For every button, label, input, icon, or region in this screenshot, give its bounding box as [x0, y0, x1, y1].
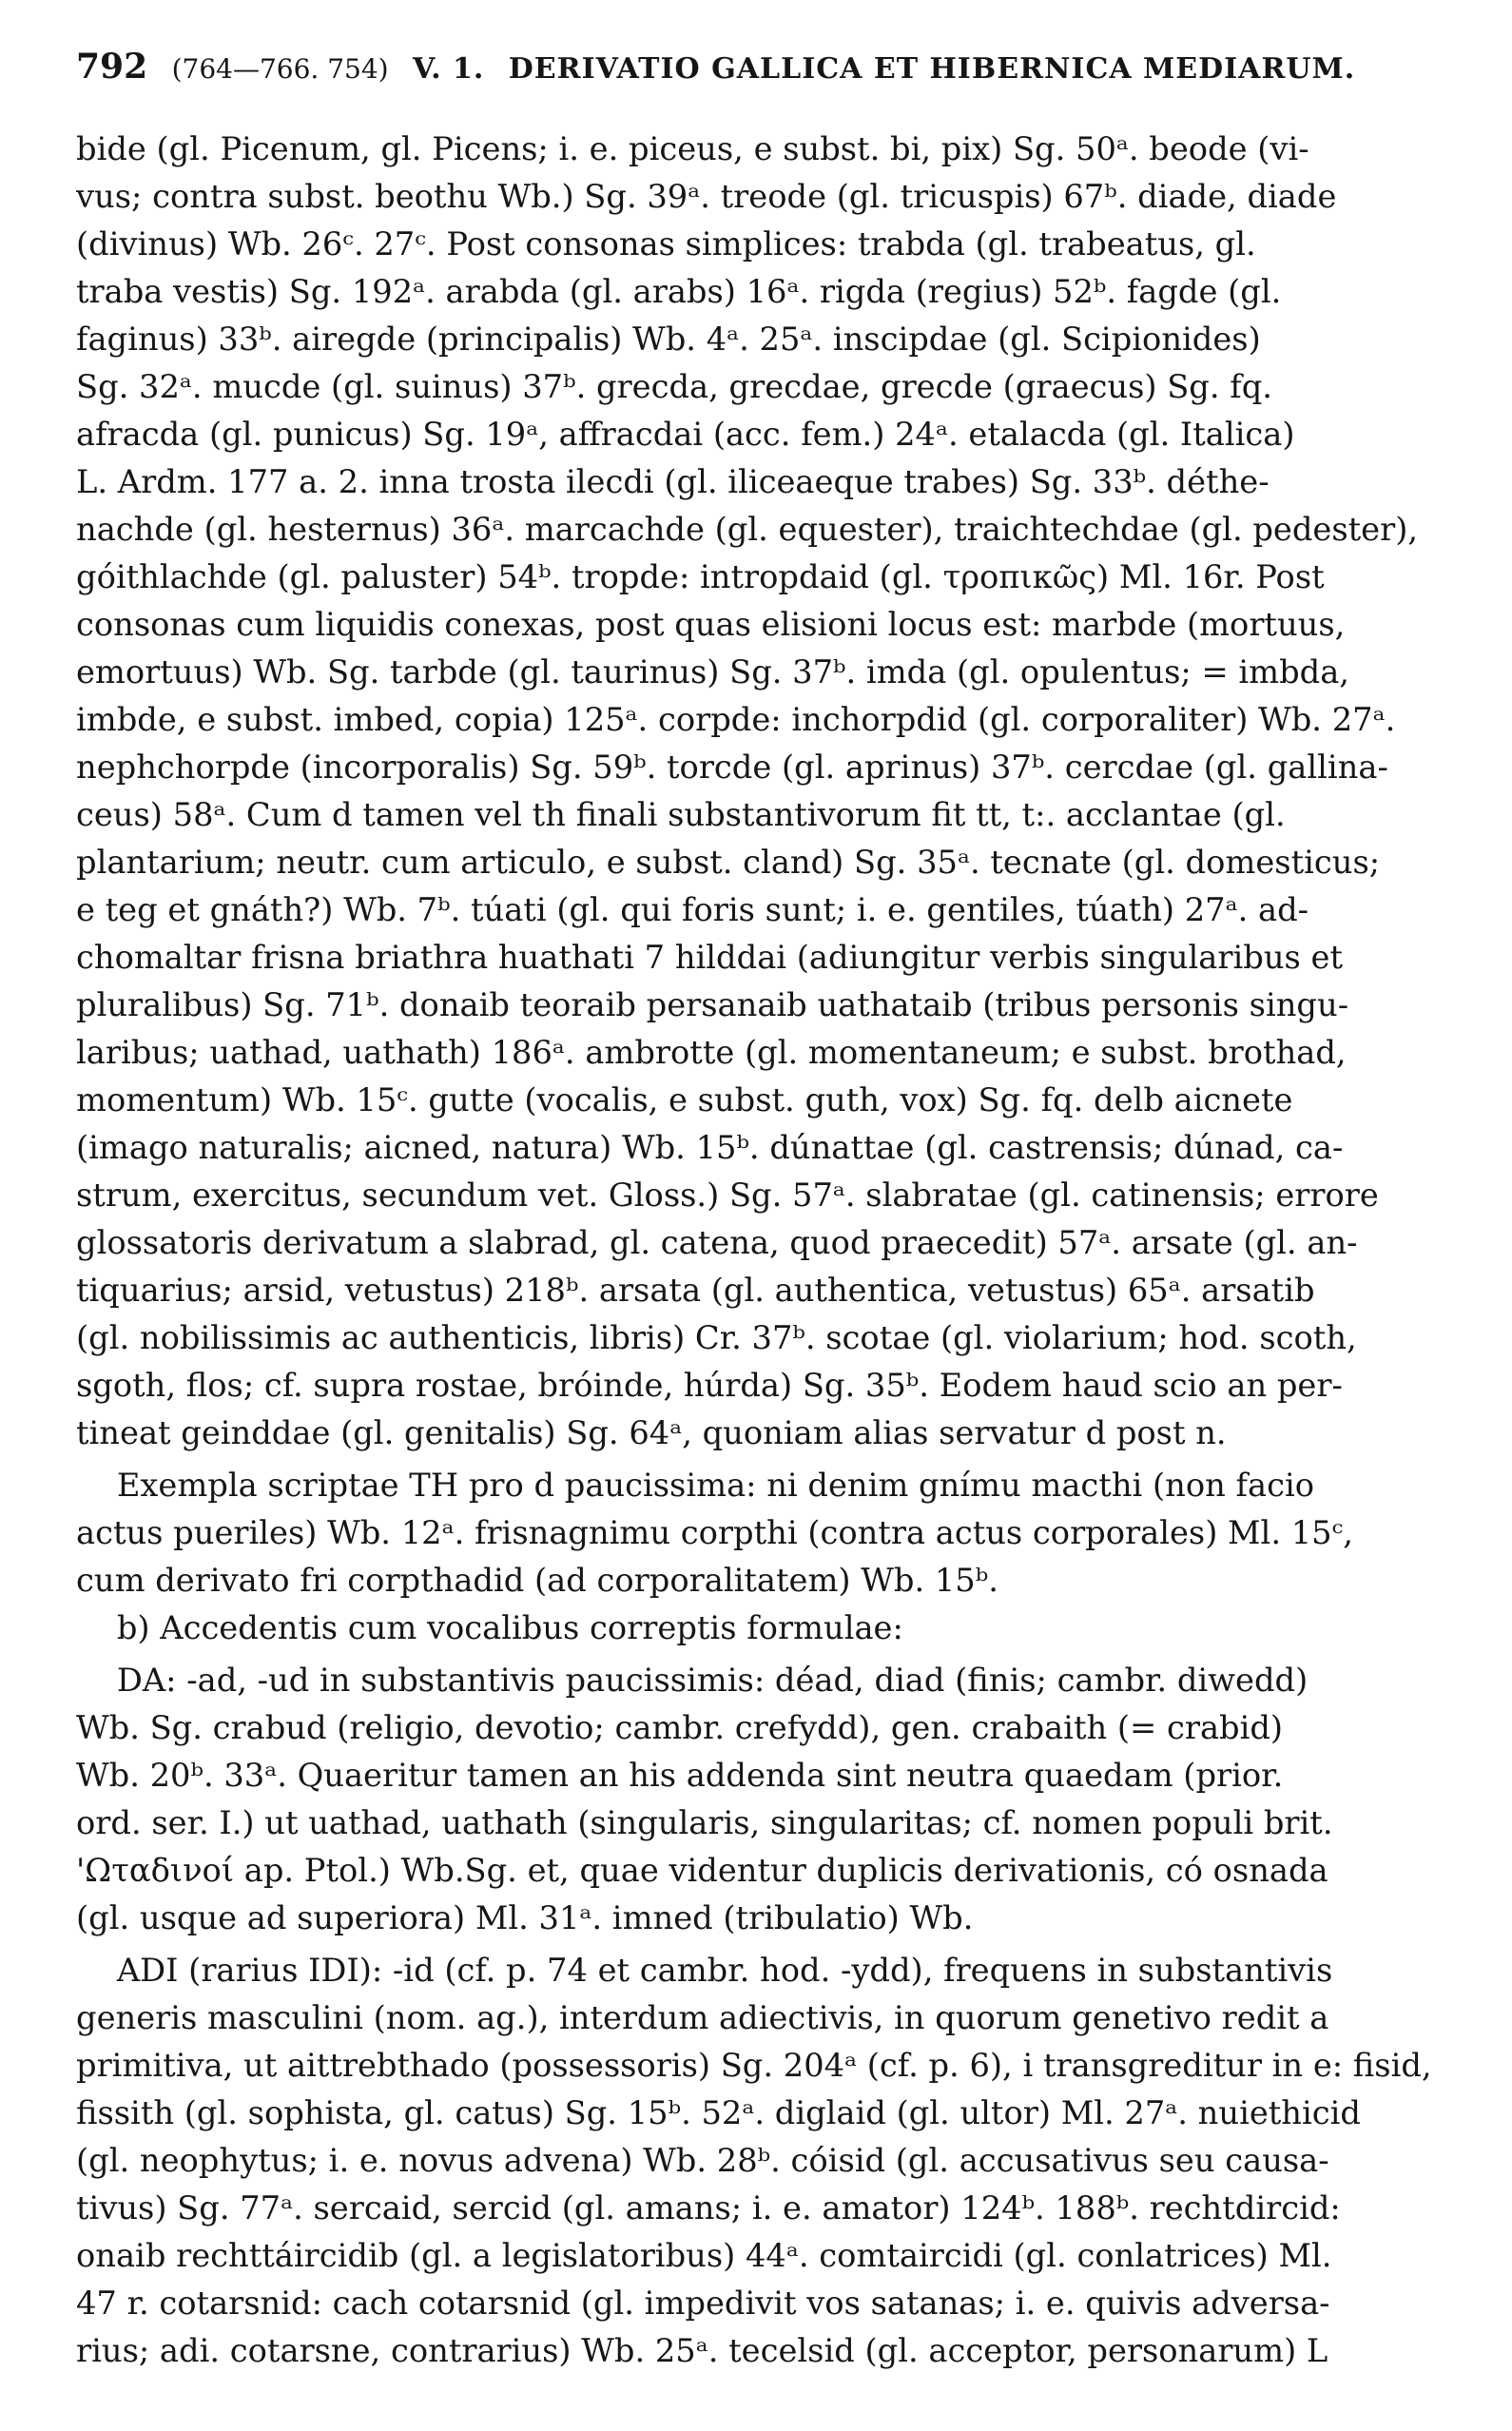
- text-line: Wb. 20ᵇ. 33ᵃ. Quaeritur tamen an his addenda sint neutra quaedam (prior.: [76, 1757, 1284, 1794]
- text-line: fissith (gl. sophista, gl. catus) Sg. 15ᵇ. 52ᵃ. diglaid (gl. ultor) Ml. 27ᵃ. nuiethicid: [76, 2094, 1361, 2131]
- text-line: pluralibus) Sg. 71ᵇ. donaib teoraib persanaib uathataib (tribus personis singu-: [76, 986, 1349, 1023]
- text-line: laribus; uathad, uathath) 186ᵃ. ambrotte (gl. momentaneum; e subst. brothad,: [76, 1034, 1347, 1071]
- text-line: ceus) 58ᵃ. Cum d tamen vel th finali substantivorum fit tt, t:. acclantae (gl.: [76, 796, 1286, 833]
- text-line: onaib rechttáircidib (gl. a legislatoribus) 44ᵃ. comtaircidi (gl. conlatrices) Ml.: [76, 2237, 1332, 2274]
- text-line: DA: -ad, -ud in substantivis paucissimis: déad, diad (finis; cambr. diwedd): [76, 1662, 1308, 1699]
- section-reference: (764—766. 754): [171, 53, 389, 85]
- text-line: (gl. usque ad superiora) Ml. 31ᵃ. imned (tribulatio) Wb.: [76, 1899, 974, 1936]
- text-line: traba vestis) Sg. 192ᵃ. arabda (gl. arabs) 16ᵃ. rigda (regius) 52ᵇ. fagde (gl.: [76, 273, 1282, 310]
- header-title: DERIVATIO GALLICA ET HIBERNICA MEDIARUM.: [508, 52, 1356, 86]
- running-header: [76, 38, 1445, 95]
- text-line: chomaltar frisna briathra huathati 7 hilddai (adiungitur verbis singularibus et: [76, 939, 1343, 976]
- text-line: ord. ser. I.) ut uathad, uathath (singularis, singularitas; cf. nomen populi brit.: [76, 1804, 1333, 1841]
- text-line: Exempla scriptae TH pro d paucissima: ni denim gnímu macthi (non facio: [76, 1467, 1315, 1504]
- text-line: bide (gl. Picenum, gl. Picens; i. e. piceus, e subst. bi, pix) Sg. 50ᵃ. beode (vi-: [76, 130, 1309, 167]
- text-line: (divinus) Wb. 26ᶜ. 27ᶜ. Post consonas simplices: trabda (gl. trabeatus, gl.: [76, 225, 1256, 263]
- text-line: afracda (gl. punicus) Sg. 19ᵃ, affracdai (acc. fem.) 24ᵃ. etalacda (gl. Italica): [76, 416, 1295, 453]
- text-line: Wb. Sg. crabud (religio, devotio; cambr. crefydd), gen. crabaith (= crabid): [76, 1709, 1284, 1746]
- text-line: strum, exercitus, secundum vet. Gloss.) Sg. 57ᵃ. slabratae (gl. catinensis; errore: [76, 1177, 1379, 1214]
- text-line: tivus) Sg. 77ᵃ. sercaid, sercid (gl. amans; i. e. amator) 124ᵇ. 188ᵇ. rechtdircid:: [76, 2189, 1341, 2227]
- text-line: tineat geinddae (gl. genitalis) Sg. 64ᵃ, quoniam alias servatur d post n.: [76, 1414, 1227, 1451]
- text-line: 47 r. cotarsnid: cach cotarsnid (gl. impedivit vos satanas; i. e. quivis adversa-: [76, 2285, 1330, 2322]
- text-line: b) Accedentis cum vocalibus correptis formulae:: [76, 1609, 903, 1646]
- text-line: nachde (gl. hesternus) 36ᵃ. marcachde (gl. equester), traichtechdae (gl. pedester),: [76, 511, 1419, 548]
- text-line: glossatoris derivatum a slabrad, gl. catena, quod praecedit) 57ᵃ. arsate (gl. an-: [76, 1224, 1358, 1261]
- text-line: cum derivato fri corpthadid (ad corporalitatem) Wb. 15ᵇ.: [76, 1562, 998, 1599]
- volume-label: V. 1.: [413, 52, 485, 86]
- text-line: plantarium; neutr. cum articulo, e subst. cland) Sg. 35ᵃ. tecnate (gl. domesticus;: [76, 844, 1381, 881]
- text-line: (gl. nobilissimis ac authenticis, libris) Cr. 37ᵇ. scotae (gl. violarium; hod. scoth,: [76, 1319, 1357, 1356]
- text-line: vus; contra subst. beothu Wb.) Sg. 39ᵃ. treode (gl. tricuspis) 67ᵇ. diade, diade: [76, 178, 1337, 215]
- text-line: nephchorpde (incorporalis) Sg. 59ᵇ. torcde (gl. aprinus) 37ᵇ. cercdae (gl. gallina-: [76, 749, 1388, 786]
- text-line: faginus) 33ᵇ. airegde (principalis) Wb. 4ᵃ. 25ᵃ. inscipdae (gl. Scipionides): [76, 321, 1261, 358]
- text-line: (imago naturalis; aicned, natura) Wb. 15ᵇ. dúnattae (gl. castrensis; dúnad, ca-: [76, 1129, 1344, 1166]
- text-line: (gl. neophytus; i. e. novus advena) Wb. 28ᵇ. cóisid (gl. accusativus seu causa-: [76, 2142, 1329, 2179]
- text-line: generis masculini (nom. ag.), interdum adiectivis, in quorum genetivo redit a: [76, 1999, 1329, 2036]
- text-line: L. Ardm. 177 a. 2. inna trosta ilecdi (gl. iliceaeque trabes) Sg. 33ᵇ. déthe-: [76, 463, 1270, 500]
- text-line: góithlachde (gl. paluster) 54ᵇ. tropde: intropdaid (gl. τροπικῶς) Ml. 16r. Post: [76, 558, 1325, 595]
- text-line: imbde, e subst. imbed, copia) 125ᵃ. corpde: inchorpdid (gl. corporaliter) Wb. 27ᵃ.: [76, 701, 1396, 738]
- text-line: e teg et gnáth?) Wb. 7ᵇ. túati (gl. qui foris sunt; i. e. gentiles, túath) 27ᵃ. ad-: [76, 891, 1309, 928]
- text-line: sgoth, flos; cf. supra rostae, bróinde, húrda) Sg. 35ᵇ. Eodem haud scio an per-: [76, 1367, 1343, 1404]
- text-line: actus pueriles) Wb. 12ᵃ. frisnagnimu corpthi (contra actus corporales) Ml. 15ᶜ,: [76, 1514, 1353, 1551]
- text-line: momentum) Wb. 15ᶜ. gutte (vocalis, e subst. guth, vox) Sg. fq. delb aicnete: [76, 1081, 1293, 1118]
- text-line: emortuus) Wb. Sg. tarbde (gl. taurinus) Sg. 37ᵇ. imda (gl. opulentus; = imbda,: [76, 653, 1350, 690]
- text-line: rius; adi. cotarsne, contrarius) Wb. 25ᵃ. tecelsid (gl. acceptor, personarum) L: [76, 2332, 1328, 2369]
- text-line: consonas cum liquidis conexas, post quas elisioni locus est: marbde (mortuus,: [76, 606, 1346, 643]
- text-line: 'Ωταδινοί ap. Ptol.) Wb.Sg. et, quae videntur duplicis derivationis, có osnada: [76, 1852, 1328, 1889]
- text-line: tiquarius; arsid, vetustus) 218ᵇ. arsata (gl. authentica, vetustus) 65ᵃ. arsatib: [76, 1272, 1315, 1309]
- text-line: ADI (rarius IDI): -id (cf. p. 74 et cambr. hod. -ydd), frequens in substantivis: [76, 1952, 1333, 1989]
- text-line: Sg. 32ᵃ. mucde (gl. suinus) 37ᵇ. grecda, grecdae, grecde (graecus) Sg. fq.: [76, 368, 1273, 405]
- page-number: 792: [76, 47, 148, 87]
- text-line: primitiva, ut aittrebthado (possessoris) Sg. 204ᵃ (cf. p. 6), i transgreditur in e: fisid,: [76, 2047, 1432, 2084]
